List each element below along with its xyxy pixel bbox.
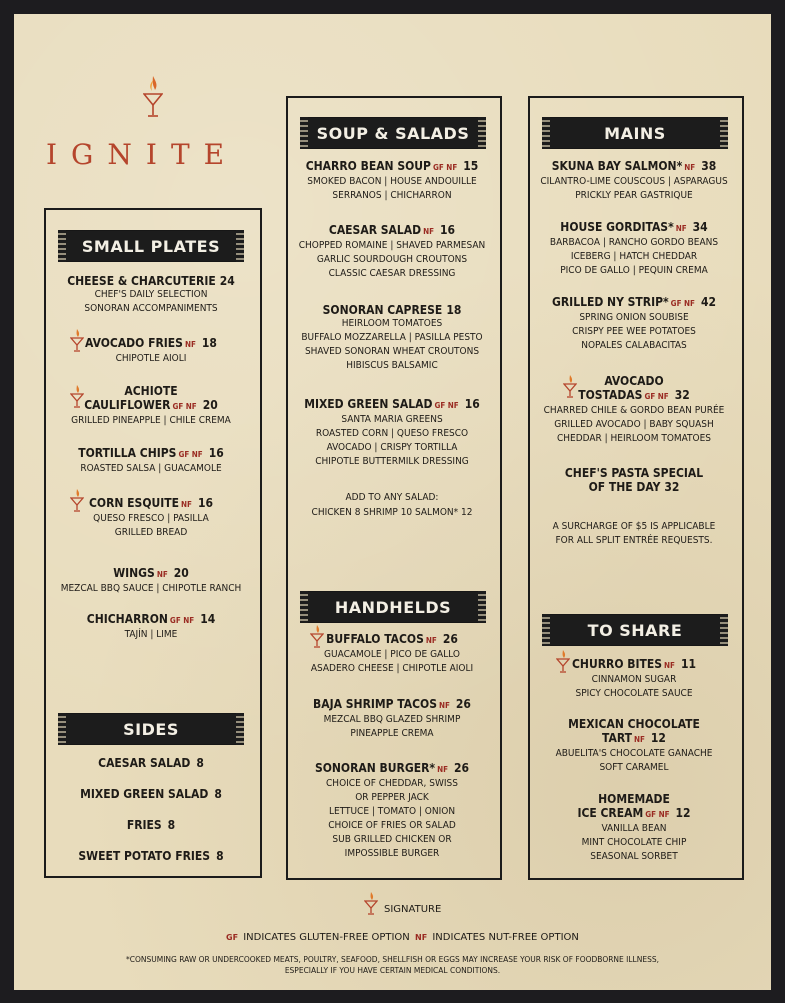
menu-item-name: CHICHARRON (86, 612, 168, 626)
menu-item (530, 466, 738, 494)
menu-item-description: SOFT CARAMEL (599, 762, 669, 773)
menu-item-description: CHIPOTLE AIOLI (115, 353, 187, 364)
menu-item (530, 220, 738, 278)
menu-item-description: SMOKED BACON | HOUSE ANDOUILLE (307, 176, 477, 187)
menu-item-description: HIBISCUS BALSAMIC (346, 360, 438, 371)
menu-item-name-row (46, 446, 256, 462)
menu-item (288, 761, 496, 861)
menu-item-price: 42 (700, 295, 716, 309)
dietary-tag: NF (437, 765, 449, 774)
soup-salads-heading: SOUP & SALADS (300, 117, 486, 149)
menu-item-description: AVOCADO | CRISPY TORTILLA (326, 442, 458, 453)
dietary-tag: GF NF (434, 401, 459, 410)
mains-heading: MAINS (542, 117, 728, 149)
signature-legend: SIGNATURE (384, 904, 442, 915)
menu-item-description: VANILLA BEAN (601, 823, 667, 834)
menu-item-name-row (288, 223, 496, 239)
menu-item-name: HOMEMADE (598, 792, 670, 806)
menu-item-description: CHEF'S DAILY SELECTION (94, 289, 208, 300)
menu-item-name-row (288, 761, 496, 777)
menu-item-name-row (288, 397, 496, 413)
menu-item-name: MEXICAN CHOCOLATE (568, 717, 700, 731)
dietary-tag: NF (633, 735, 645, 744)
menu-item-price: 8 (214, 787, 222, 801)
menu-item-name: CHEESE & CHARCUTERIE (67, 274, 216, 288)
surcharge-line-2: FOR ALL SPLIT ENTRÉE REQUESTS. (555, 535, 713, 546)
menu-item-name-cont: ICE CREAM (577, 806, 644, 820)
dietary-tag: NF (184, 340, 196, 349)
nf-legend-text: INDICATES NUT-FREE OPTION (432, 932, 579, 943)
nf-tag: NF (415, 933, 428, 942)
menu-item-description: CINNAMON SUGAR (591, 674, 677, 685)
menu-item-price: 26 (454, 761, 470, 775)
menu-item-name: CHURRO BITES (571, 657, 663, 671)
menu-item (288, 303, 496, 373)
menu-item-description: ABUELITA'S CHOCOLATE GANACHE (555, 748, 713, 759)
menu-item-description: QUESO FRESCO | PASILLA (93, 513, 209, 524)
menu-item (530, 295, 738, 353)
menu-item-price: 12 (675, 806, 691, 820)
sides-heading: SIDES (58, 713, 244, 745)
menu-item-name: MIXED GREEN SALAD (304, 397, 433, 411)
menu-item-description: ASADERO CHEESE | CHIPOTLE AIOLI (310, 663, 474, 674)
menu-item-name-row (46, 274, 256, 288)
menu-item-name: CORN ESQUITE (88, 496, 180, 510)
menu-item-name: SWEET POTATO FRIES (78, 849, 211, 863)
menu-item-price: 18 (201, 336, 217, 350)
menu-item-description: CHEDDAR | HEIRLOOM TOMATOES (556, 433, 712, 444)
menu-item-description: SUB GRILLED CHICKEN OR (332, 834, 452, 845)
menu-item-description: CHOICE OF CHEDDAR, SWISS (326, 778, 458, 789)
raw-food-disclaimer (60, 954, 725, 976)
menu-item-name-row (288, 303, 496, 317)
menu-item-price: 8 (216, 849, 224, 863)
menu-item (46, 756, 256, 770)
menu-item-name-row (530, 295, 738, 311)
menu-item (46, 612, 256, 642)
menu-item-price: 14 (200, 612, 216, 626)
dietary-tag: GF NF (169, 616, 195, 625)
menu-item-description: MEZCAL BBQ SAUCE | CHIPOTLE RANCH (60, 583, 242, 594)
menu-item (46, 818, 256, 832)
menu-item-name: MIXED GREEN SALAD (80, 787, 209, 801)
menu-item-name: CHARRO BEAN SOUP (305, 159, 431, 173)
menu-item-name-cont: CAULIFLOWER (84, 398, 171, 412)
martini-flame-logo-icon (143, 74, 163, 118)
menu-item-price: 20 (173, 566, 189, 580)
menu-item-price: 15 (463, 159, 479, 173)
surcharge-line-1: A SURCHARGE OF $5 IS APPLICABLE (552, 521, 716, 532)
menu-item-name-cont: TOSTADAS (578, 388, 643, 402)
menu-item-price: 16 (208, 446, 224, 460)
disclaimer-line-1: *CONSUMING RAW OR UNDERCOOKED MEATS, POULTRY, SEAFOOD, SHELLFISH OR EGGS MAY INCREASE YOUR RISK OF FOODBORNE ILLNESS, (125, 955, 659, 964)
menu-item-name-row-2 (530, 480, 738, 494)
menu-item (530, 717, 738, 775)
menu-item-description: SANTA MARIA GREENS (341, 414, 443, 425)
menu-item-description: CHARRED CHILE & GORDO BEAN PURÉE (543, 405, 725, 416)
dietary-tag: NF (423, 227, 435, 236)
menu-item-name-row-2 (530, 731, 738, 747)
signature-martini-icon (70, 488, 84, 512)
menu-item-name-row (46, 756, 256, 770)
menu-item (530, 374, 738, 446)
menu-item-description: BUFFALO MOZZARELLA | PASILLA PESTO (301, 332, 483, 343)
menu-item-price: 8 (167, 818, 176, 832)
menu-item (530, 792, 738, 864)
menu-item (288, 397, 496, 469)
menu-item-description: PRICKLY PEAR GASTRIQUE (575, 190, 693, 201)
gf-legend (224, 932, 410, 943)
menu-item-name: TORTILLA CHIPS (78, 446, 177, 460)
menu-item-description: ROASTED SALSA | GUACAMOLE (80, 463, 222, 474)
menu-item-name-cont: OF THE DAY (588, 480, 661, 494)
small-plates-heading: SMALL PLATES (58, 230, 244, 262)
menu-item-price: 11 (680, 657, 697, 671)
menu-item-name: AVOCADO FRIES (85, 336, 183, 350)
add-to-salad-title: ADD TO ANY SALAD: (345, 492, 439, 503)
menu-item-description: ICEBERG | HATCH CHEDDAR (570, 251, 698, 262)
menu-item-description: GARLIC SOURDOUGH CROUTONS (316, 254, 468, 265)
signature-martini-icon (556, 649, 570, 673)
menu-item-price: 26 (442, 632, 458, 646)
signature-martini-icon (70, 384, 84, 408)
to-share-heading: TO SHARE (542, 614, 728, 646)
dietary-tag: GF NF (644, 392, 669, 401)
menu-item-price: 32 (664, 480, 680, 494)
menu-item-price: 32 (674, 388, 690, 402)
menu-item-description: PINEAPPLE CREMA (350, 728, 434, 739)
menu-item-description: CHOICE OF FRIES OR SALAD (328, 820, 456, 831)
menu-item-description: LETTUCE | TOMATO | ONION (328, 806, 456, 817)
menu-item-name-row (530, 717, 738, 747)
menu-item-name: GRILLED NY STRIP* (552, 295, 669, 309)
menu-item-description: SHAVED SONORAN WHEAT CROUTONS (304, 346, 480, 357)
dietary-tag: GF NF (645, 810, 670, 819)
menu-item-price: 20 (202, 398, 218, 412)
menu-item (46, 446, 256, 476)
menu-item-description: TAJÍN | LIME (124, 629, 178, 640)
menu-item (46, 566, 256, 596)
menu-item (46, 849, 256, 863)
menu-item (288, 159, 496, 203)
handhelds-heading: HANDHELDS (300, 591, 486, 623)
menu-item-name: WINGS (113, 566, 155, 580)
menu-item-name: BAJA SHRIMP TACOS (313, 697, 437, 711)
menu-item-name-row-2 (530, 806, 738, 822)
nf-legend (413, 932, 579, 943)
signature-martini-icon (310, 624, 324, 648)
menu-item-name-row (530, 159, 738, 175)
menu-item-description: HEIRLOOM TOMATOES (341, 318, 443, 329)
menu-item-name: CAESAR SALAD (328, 223, 422, 237)
menu-item-description: OR PEPPER JACK (355, 792, 429, 803)
menu-item-description: SPICY CHOCOLATE SAUCE (575, 688, 693, 699)
menu-item-name: AVOCADO (604, 374, 664, 388)
menu-item-name: HOUSE GORDITAS* (560, 220, 674, 234)
menu-item-name-row (46, 612, 256, 628)
menu-item-name: BUFFALO TACOS (326, 632, 424, 646)
dietary-tag: NF (675, 224, 687, 233)
gf-legend-text: INDICATES GLUTEN-FREE OPTION (243, 932, 410, 943)
menu-item (288, 697, 496, 741)
menu-item-name-row (530, 220, 738, 236)
menu-item-description: MEZCAL BBQ GLAZED SHRIMP (323, 714, 461, 725)
menu-item-description: SEASONAL SORBET (590, 851, 678, 862)
menu-item-name-row (46, 566, 256, 582)
gf-tag: GF (226, 933, 239, 942)
menu-item-name-row (288, 159, 496, 175)
menu-item-description: CLASSIC CAESAR DRESSING (328, 268, 456, 279)
menu-item-price: 8 (196, 756, 204, 770)
menu-item-name: SKUNA BAY SALMON* (551, 159, 683, 173)
menu-item-description: GRILLED BREAD (114, 527, 188, 538)
menu-item-price: 24 (219, 274, 235, 288)
menu-item-description: SPRING ONION SOUBISE (579, 312, 689, 323)
brand-logo: IGNITE (46, 138, 239, 171)
menu-item-description: GUACAMOLE | PICO DE GALLO (324, 649, 460, 660)
dietary-tag: GF NF (178, 450, 203, 459)
menu-item (288, 223, 496, 281)
menu-item-name-row (530, 466, 738, 494)
menu-item-price: 16 (197, 496, 214, 510)
menu-item-price: 18 (446, 303, 462, 317)
menu-item-price: 26 (455, 697, 471, 711)
menu-item-description: GRILLED AVOCADO | BABY SQUASH (554, 419, 714, 430)
menu-item-description: PICO DE GALLO | PEQUIN CREMA (560, 265, 708, 276)
dietary-tag: NF (425, 636, 437, 645)
dietary-tag: NF (664, 661, 675, 670)
dietary-tag: NF (684, 163, 696, 172)
dietary-tag: NF (156, 570, 168, 579)
menu-item-name: CAESAR SALAD (98, 756, 191, 770)
menu-item-name-row (288, 697, 496, 713)
menu-item-price: 38 (701, 159, 717, 173)
dietary-tag: GF NF (432, 163, 458, 172)
menu-item-description: CRISPY PEE WEE POTATOES (572, 326, 696, 337)
add-to-salad-note (288, 491, 496, 520)
menu-item-name-row (46, 849, 256, 863)
menu-item (530, 159, 738, 203)
menu-item-name: FRIES (126, 818, 162, 832)
menu-item-name-row (530, 792, 738, 822)
menu-item-description: ROASTED CORN | QUESO FRESCO (315, 428, 469, 439)
menu-item-name: ACHIOTE (124, 384, 178, 398)
menu-item-name-row (530, 374, 738, 404)
signature-martini-icon (563, 374, 577, 398)
menu-item-price: 34 (692, 220, 708, 234)
dietary-tag: GF NF (670, 299, 695, 308)
menu-item-price: 16 (440, 223, 456, 237)
menu-item (46, 274, 256, 316)
add-to-salad-options: CHICKEN 8 SHRIMP 10 SALMON* 12 (311, 507, 473, 518)
menu-item-name: CHEF'S PASTA SPECIAL (564, 466, 704, 480)
menu-item-description: IMPOSSIBLE BURGER (344, 848, 440, 859)
menu-item-name: SONORAN BURGER* (314, 761, 436, 775)
menu-item-name-row-2 (530, 388, 738, 404)
menu-item-name-row (46, 787, 256, 801)
menu-item (46, 787, 256, 801)
surcharge-note (530, 520, 738, 548)
menu-item-name-cont: TART (602, 731, 632, 745)
signature-martini-icon (364, 891, 378, 915)
signature-martini-icon (70, 328, 84, 352)
menu-item-description: CHIPOTLE BUTTERMILK DRESSING (315, 456, 469, 467)
menu-item-description: SERRANOS | CHICHARRON (332, 190, 452, 201)
menu-item-price: 12 (650, 731, 666, 745)
dietary-tag: NF (438, 701, 450, 710)
dietary-tag: NF (181, 500, 192, 509)
menu-item-name: SONORAN CAPRESE (322, 303, 443, 317)
menu-item-price: 16 (464, 397, 480, 411)
menu-item-description: BARBACOA | RANCHO GORDO BEANS (549, 237, 719, 248)
menu-item-name-row (46, 818, 256, 832)
menu-item-description: MINT CHOCOLATE CHIP (581, 837, 687, 848)
dietary-tag: GF NF (172, 402, 197, 411)
menu-item-description: SONORAN ACCOMPANIMENTS (84, 303, 218, 314)
menu-item-description: CILANTRO-LIME COUSCOUS | ASPARAGUS (540, 176, 728, 187)
menu-item-description: CHOPPED ROMAINE | SHAVED PARMESAN (298, 240, 486, 251)
menu-item-description: NOPALES CALABACITAS (581, 340, 687, 351)
disclaimer-line-2: ESPECIALLY IF YOU HAVE CERTAIN MEDICAL CONDITIONS. (284, 966, 501, 975)
menu-item-description: GRILLED PINEAPPLE | CHILE CREMA (71, 415, 231, 426)
